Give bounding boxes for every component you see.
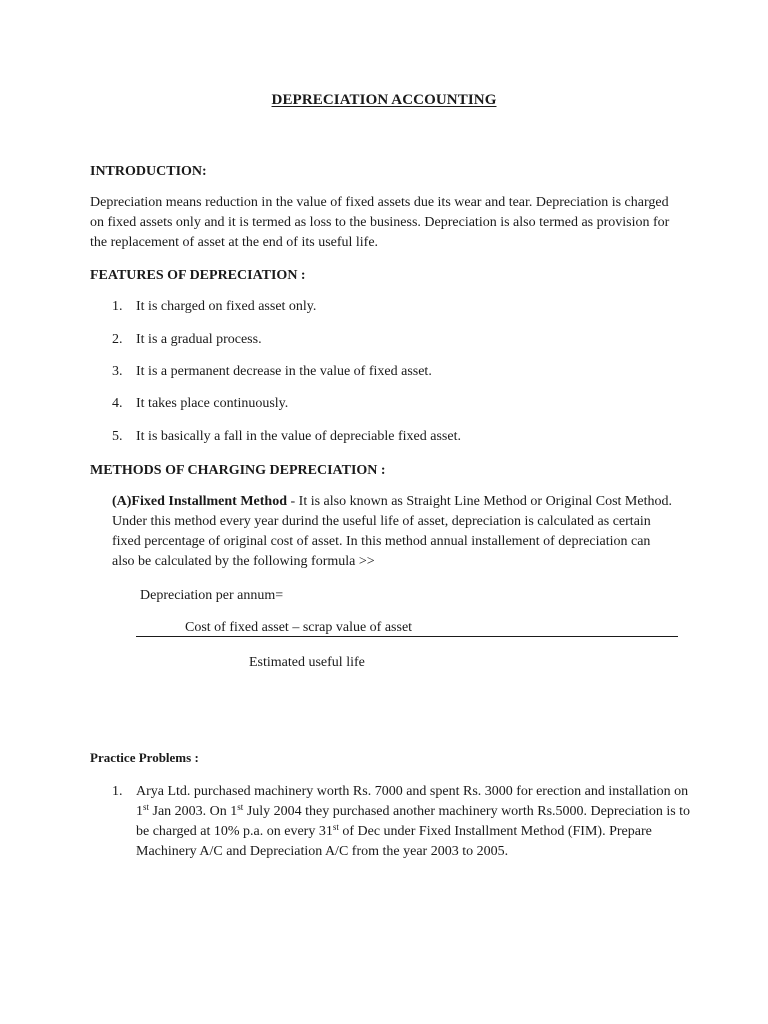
formula-numerator: Cost of fixed asset – scrap value of asset (185, 620, 413, 635)
document-title: DEPRECIATION ACCOUNTING (271, 92, 497, 108)
list-item-text: It is a gradual process. (136, 332, 262, 347)
formula-label: Depreciation per annum= (140, 588, 284, 603)
list-item-text: It is charged on fixed asset only. (136, 299, 317, 314)
problem-text-part: July 2004 they purchased another machinery worth Rs.5000. Depreciation is to be charged at 10% p.a. on every 31 (136, 804, 691, 839)
list-item-number: 2. (112, 332, 123, 347)
introduction-paragraph: Depreciation means reduction in the value of fixed assets due its wear and tear. Depreciation is charged on fixed assets only and it is termed as loss to the business. Depreciation is also termed as provision for the replacement of asset at the end of its useful life. (90, 195, 670, 250)
list-item-number: 1. (112, 299, 123, 314)
problem-number: 1. (112, 784, 123, 799)
ordinal-suffix: st (332, 822, 339, 832)
list-item-number: 3. (112, 364, 123, 379)
formula-fraction-line (136, 636, 678, 637)
ordinal-suffix: st (237, 802, 244, 812)
fixed-installment-label: (A)Fixed Installment Method (112, 494, 287, 509)
problem-text-part: of Dec under Fixed Installment Method (FIM). Prepare Machinery A/C and Depreciation A/C from the year 2003 to 2005. (136, 824, 652, 859)
list-item-number: 5. (112, 429, 123, 444)
problem-text (136, 782, 696, 862)
list-item-text: It takes place continuously. (136, 396, 289, 411)
introduction-heading: INTRODUCTION: (90, 164, 207, 179)
problem-text-part: Jan 2003. On 1 (149, 804, 238, 819)
fixed-installment-paragraph (112, 492, 672, 572)
methods-heading: METHODS OF CHARGING DEPRECIATION : (90, 463, 386, 478)
problem-text-part: Arya Ltd. purchased machinery worth Rs. 7000 and spent Rs. 3000 for erection and installation on 1 (136, 784, 689, 819)
fixed-installment-text: - It is also known as Straight Line Method or Original Cost Method. Under this method every year durind the useful life of asset, depreciation is calculated as certain fixed percentage of original cost of asset. In this method annual installement of depreciation can also be calculated by the following formula >> (112, 494, 672, 569)
list-item-text: It is basically a fall in the value of depreciable fixed asset. (136, 429, 461, 444)
list-item-text: It is a permanent decrease in the value of fixed asset. (136, 364, 432, 379)
ordinal-suffix: st (143, 802, 150, 812)
list-item-number: 4. (112, 396, 123, 411)
practice-problems-heading: Practice Problems : (90, 750, 199, 765)
features-heading: FEATURES OF DEPRECIATION : (90, 268, 306, 283)
formula-denominator: Estimated useful life (249, 655, 365, 670)
